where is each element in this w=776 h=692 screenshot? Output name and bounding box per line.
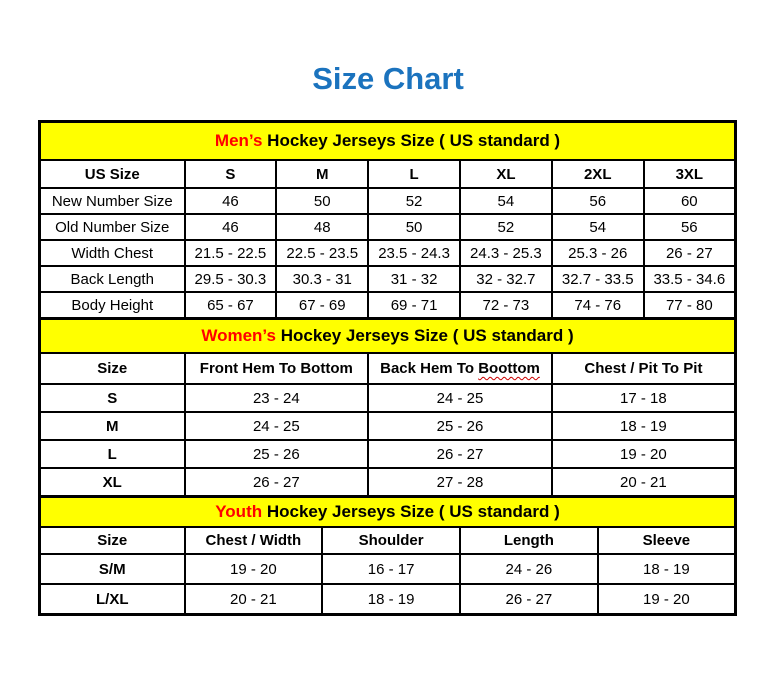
mens-size-table xyxy=(38,120,737,320)
table-row xyxy=(40,188,736,214)
size-cell: 25 - 26 xyxy=(368,412,552,440)
column-header: Sleeve xyxy=(598,527,736,554)
banner-highlight: Men’s xyxy=(214,131,263,150)
size-cell: 69 - 71 xyxy=(368,292,460,319)
column-header: Front Hem To Bottom xyxy=(185,353,369,384)
column-header: Shoulder xyxy=(322,527,460,554)
size-cell: 17 - 18 xyxy=(552,384,736,412)
table-row xyxy=(40,468,736,497)
size-cell: 20 - 21 xyxy=(552,468,736,497)
size-cell: 31 - 32 xyxy=(368,266,460,292)
column-header: L xyxy=(368,160,460,188)
size-cell: 56 xyxy=(644,214,736,240)
table-row xyxy=(40,412,736,440)
youth-banner-row xyxy=(40,497,736,528)
youth-header-row xyxy=(40,527,736,554)
table-row xyxy=(40,240,736,266)
size-cell: 18 - 19 xyxy=(552,412,736,440)
column-header xyxy=(368,353,552,384)
size-cell: 77 - 80 xyxy=(644,292,736,319)
size-cell: 24 - 25 xyxy=(368,384,552,412)
size-cell: 52 xyxy=(460,214,552,240)
size-cell: 16 - 17 xyxy=(322,554,460,584)
row-label: XL xyxy=(40,468,185,497)
column-header: 2XL xyxy=(552,160,644,188)
row-label: Old Number Size xyxy=(40,214,185,240)
size-cell: 19 - 20 xyxy=(552,440,736,468)
size-cell: 18 - 19 xyxy=(598,554,736,584)
table-row xyxy=(40,384,736,412)
column-header: Size xyxy=(40,353,185,384)
size-cell: 26 - 27 xyxy=(185,468,369,497)
row-label: Body Height xyxy=(40,292,185,319)
size-cell: 32 - 32.7 xyxy=(460,266,552,292)
size-cell: 29.5 - 30.3 xyxy=(185,266,277,292)
size-cell: 23.5 - 24.3 xyxy=(368,240,460,266)
size-cell: 50 xyxy=(368,214,460,240)
size-cell: 33.5 - 34.6 xyxy=(644,266,736,292)
table-row xyxy=(40,440,736,468)
size-cell: 23 - 24 xyxy=(185,384,369,412)
size-cell: 20 - 21 xyxy=(185,584,323,615)
womens-banner-row xyxy=(40,319,736,354)
table-row xyxy=(40,292,736,319)
size-cell: 74 - 76 xyxy=(552,292,644,319)
banner-text: Hockey Jerseys Size ( US standard ) xyxy=(275,326,574,345)
size-cell: 32.7 - 33.5 xyxy=(552,266,644,292)
size-cell: 46 xyxy=(185,214,277,240)
column-header: US Size xyxy=(40,160,185,188)
row-label: Width Chest xyxy=(40,240,185,266)
womens-header-row xyxy=(40,353,736,384)
size-cell: 67 - 69 xyxy=(276,292,368,319)
size-cell: 60 xyxy=(644,188,736,214)
banner-text: Hockey Jerseys Size ( US standard ) xyxy=(262,131,561,150)
size-cell: 19 - 20 xyxy=(185,554,323,584)
mens-header-row xyxy=(40,160,736,188)
size-cell: 46 xyxy=(185,188,277,214)
banner-highlight: Women’s xyxy=(201,326,276,345)
size-cell: 27 - 28 xyxy=(368,468,552,497)
size-cell: 56 xyxy=(552,188,644,214)
misspelled-word: Boottom xyxy=(478,360,540,377)
column-header: Size xyxy=(40,527,185,554)
table-row xyxy=(40,584,736,615)
size-cell: 52 xyxy=(368,188,460,214)
size-cell: 72 - 73 xyxy=(460,292,552,319)
column-header: 3XL xyxy=(644,160,736,188)
size-cell: 48 xyxy=(276,214,368,240)
mens-banner xyxy=(40,122,736,161)
column-header: Chest / Pit To Pit xyxy=(552,353,736,384)
column-header: XL xyxy=(460,160,552,188)
size-cell: 26 - 27 xyxy=(460,584,598,615)
size-cell: 24.3 - 25.3 xyxy=(460,240,552,266)
tables-wrap xyxy=(38,120,737,616)
row-label: S xyxy=(40,384,185,412)
column-header: Length xyxy=(460,527,598,554)
row-label: L/XL xyxy=(40,584,185,615)
womens-banner xyxy=(40,319,736,354)
size-cell: 21.5 - 22.5 xyxy=(185,240,277,266)
size-cell: 24 - 25 xyxy=(185,412,369,440)
row-label: S/M xyxy=(40,554,185,584)
table-row xyxy=(40,214,736,240)
size-cell: 18 - 19 xyxy=(322,584,460,615)
size-cell: 65 - 67 xyxy=(185,292,277,319)
size-cell: 54 xyxy=(552,214,644,240)
table-row xyxy=(40,554,736,584)
row-label: Back Length xyxy=(40,266,185,292)
banner-text: Hockey Jerseys Size ( US standard ) xyxy=(262,502,560,521)
column-header: S xyxy=(185,160,277,188)
size-cell: 24 - 26 xyxy=(460,554,598,584)
size-cell: 26 - 27 xyxy=(368,440,552,468)
youth-size-table xyxy=(38,495,737,616)
size-cell: 19 - 20 xyxy=(598,584,736,615)
size-cell: 30.3 - 31 xyxy=(276,266,368,292)
youth-banner xyxy=(40,497,736,528)
size-cell: 50 xyxy=(276,188,368,214)
banner-highlight: Youth xyxy=(215,502,263,521)
page-title: Size Chart xyxy=(312,61,464,96)
size-cell: 25.3 - 26 xyxy=(552,240,644,266)
size-cell: 22.5 - 23.5 xyxy=(276,240,368,266)
column-header: Chest / Width xyxy=(185,527,323,554)
size-cell: 26 - 27 xyxy=(644,240,736,266)
column-header: M xyxy=(276,160,368,188)
mens-banner-row xyxy=(40,122,736,161)
row-label: New Number Size xyxy=(40,188,185,214)
size-cell: 54 xyxy=(460,188,552,214)
womens-size-table xyxy=(38,317,737,498)
table-row xyxy=(40,266,736,292)
size-cell: 25 - 26 xyxy=(185,440,369,468)
row-label: M xyxy=(40,412,185,440)
row-label: L xyxy=(40,440,185,468)
column-header-text: Back Hem To xyxy=(380,360,479,377)
